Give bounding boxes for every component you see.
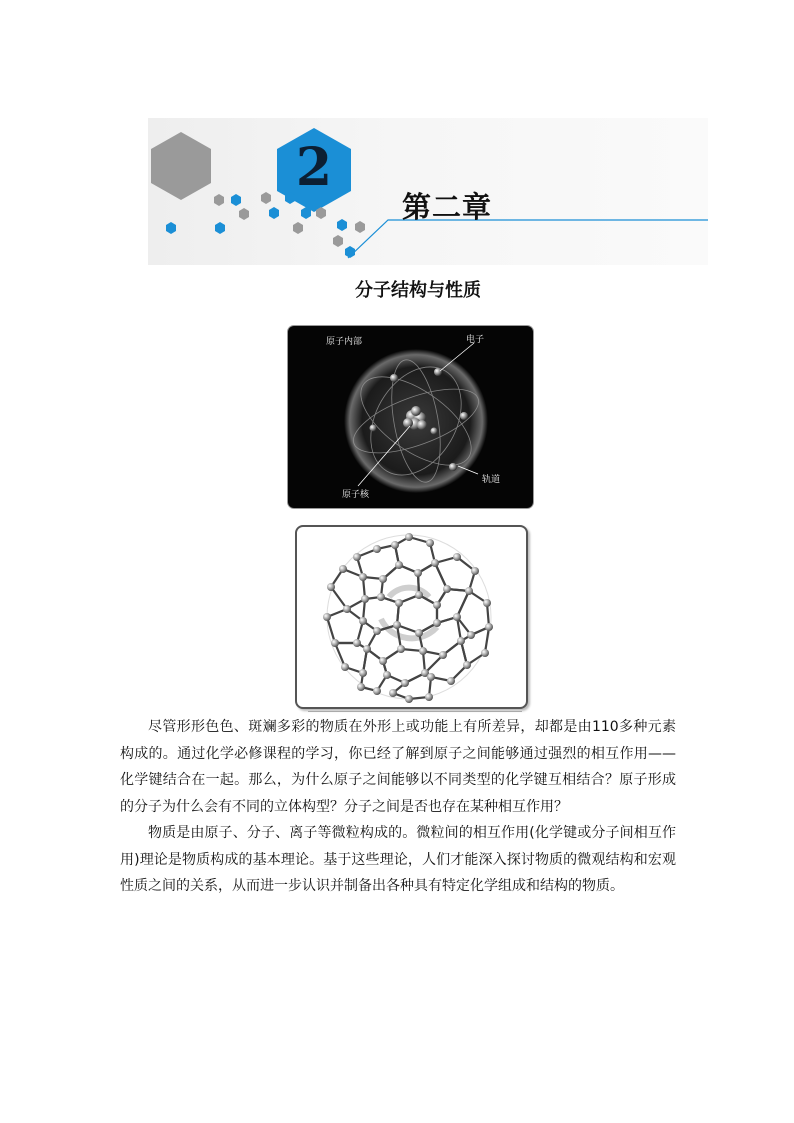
atom-structure-figure bbox=[288, 326, 533, 508]
label-nucleus: 原子核 bbox=[342, 490, 370, 500]
chapter-title: 第二章 bbox=[402, 190, 493, 224]
intro-paragraph-1: 尽管形形色色、斑斓多彩的物质在外形上或功能上有所差异，却都是由110多种元素构成的。通过化学必修课程的学习，你已经了解到原子之间能够通过强烈的相互作用——化学键结合在一起。那么，为什么原子之间能够以不同类型的化学键互相结合？原子形成的分子为什么会有不同的立体构型？分子之间是否也存在某种相互作用？ bbox=[120, 719, 676, 815]
small-hexagons bbox=[166, 192, 365, 258]
section-title: 分子结构与性质 bbox=[355, 280, 481, 301]
watermark-arcs bbox=[381, 588, 437, 639]
fullerene-illustration bbox=[297, 527, 526, 707]
label-atom-interior: 原子内部 bbox=[326, 337, 363, 347]
label-electron: 电子 bbox=[466, 335, 485, 345]
chapter-introduction bbox=[120, 714, 676, 900]
fullerene-figure bbox=[295, 525, 528, 709]
label-orbit: 轨道 bbox=[482, 475, 501, 485]
figure-divider bbox=[308, 711, 522, 712]
carbon-atoms bbox=[323, 533, 493, 703]
chapter-number: 2 bbox=[295, 137, 333, 198]
intro-paragraph-2: 物质是由原子、分子、离子等微粒构成的。微粒间的相互作用(化学键或分子间相互作用)理论是物质构成的基本理论。基于这些理论，人们才能深入探讨物质的微观结构和宏观性质之间的关系，从而进一步认识并制备出各种具有特定化学组成和结构的物质。 bbox=[120, 825, 676, 894]
large-gray-hexagon bbox=[151, 132, 211, 200]
